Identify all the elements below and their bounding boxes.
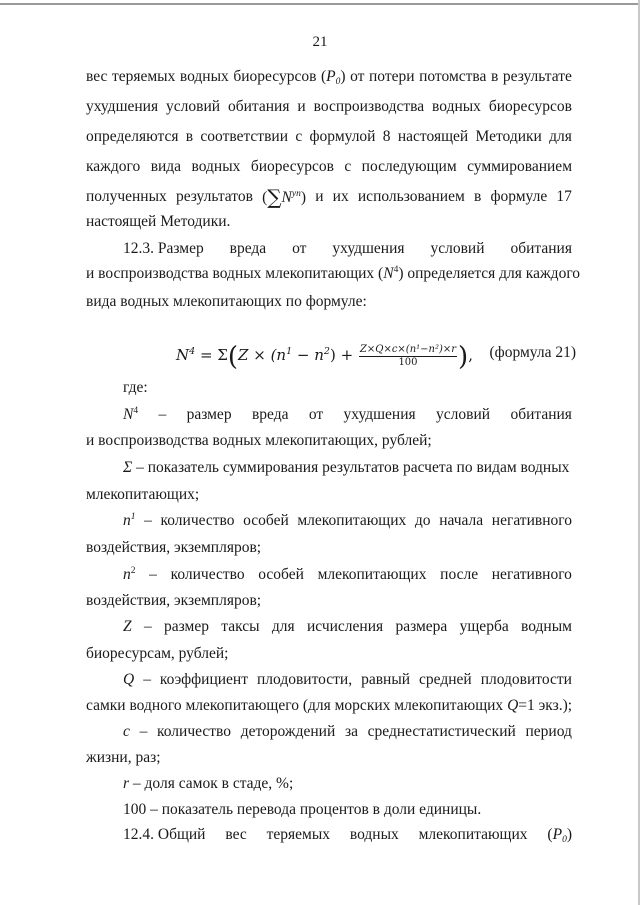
text-line-26: 100 – показатель перевода процентов в доли единицы. <box>123 801 482 818</box>
text-line-13: Σ – показатель суммирования результатов расчета по видам водных <box>123 459 570 476</box>
word: условий <box>436 406 491 423</box>
word: с <box>295 128 303 145</box>
formula-comma: , <box>468 346 473 364</box>
word: за <box>344 723 358 740</box>
text-line-25: r – доля самок в стаде, %; <box>123 775 294 792</box>
word: млекопитающих <box>418 826 528 843</box>
word: в <box>473 188 482 205</box>
word: ухудшения <box>86 98 159 115</box>
word: $(\sum N^{уп})$ <box>262 185 307 209</box>
word: млекопитающих <box>297 512 407 529</box>
formula-lhs-sup: 4 <box>189 346 196 357</box>
word: – <box>158 406 167 423</box>
word: настоящей <box>397 128 469 145</box>
word: ущерба <box>459 618 509 635</box>
word: вида <box>150 158 182 175</box>
word: теряемых <box>111 68 176 85</box>
word: – <box>144 512 152 529</box>
word: размер <box>186 406 232 423</box>
word: от <box>350 68 365 85</box>
text-line-24: жизни, раз; <box>86 749 161 766</box>
word: воспроизводства <box>313 98 425 115</box>
text-line-27 <box>123 825 572 845</box>
formula-term-sup2: 2 <box>323 346 330 357</box>
word: – <box>139 723 148 740</box>
word: результате <box>502 68 572 85</box>
word: Q <box>123 671 135 688</box>
text-line-10: где: <box>123 379 148 396</box>
text-line-20: биоресурсам, рублей; <box>86 645 229 662</box>
text-line-7 <box>123 239 572 259</box>
word: после <box>440 566 479 583</box>
word: деторождений <box>240 723 336 740</box>
word: размера <box>395 618 448 635</box>
fraction-numerator: Z×Q×c×(n¹−n²)×r <box>359 343 457 355</box>
word: период <box>525 723 572 740</box>
word: водным <box>521 618 572 635</box>
text-line-23 <box>123 722 572 742</box>
word: начала <box>439 512 484 529</box>
formula-term: Z × (n <box>238 346 287 364</box>
text-line-5 <box>86 187 572 207</box>
text-line-22: самки водного млекопитающего (для морских млекопитающих Q=1 экз.); <box>86 697 573 714</box>
word: каждого <box>86 158 141 175</box>
formula-label: (формула 21) <box>489 344 576 361</box>
formula-expression <box>176 342 473 372</box>
word: негативного <box>491 566 572 583</box>
word: их <box>332 188 349 205</box>
word: негативного <box>491 512 572 529</box>
word: в <box>185 128 194 145</box>
word: размер <box>164 618 209 635</box>
word: от <box>308 406 324 423</box>
word: условий <box>430 240 485 257</box>
word: вреда <box>229 240 267 257</box>
word: млекопитающих <box>317 566 427 583</box>
word: суммированием <box>467 158 572 175</box>
word: для <box>271 618 295 635</box>
word: формуле <box>490 188 548 205</box>
formula-term-end: ) + <box>329 346 358 364</box>
text-line-18: воздействия, экземпляров; <box>86 592 262 609</box>
word: $n^1$ <box>123 512 136 529</box>
text-line-17 <box>123 565 572 585</box>
word: теряемых <box>266 826 330 843</box>
fraction-denominator: 100 <box>398 356 418 368</box>
word: полученных <box>86 188 167 205</box>
word: $N^4$ <box>123 406 139 423</box>
word: последующим <box>361 158 457 175</box>
word: биоресурсов <box>488 98 572 115</box>
word: водных <box>349 826 399 843</box>
word: обитания <box>510 240 572 257</box>
word: обитания <box>227 98 290 115</box>
text-line-11 <box>123 405 572 425</box>
word: и <box>315 188 324 205</box>
text-line-14: млекопитающих; <box>86 486 200 503</box>
word: – <box>149 566 157 583</box>
word: $(P_0)$ <box>320 68 346 87</box>
word: 12.3. Размер <box>123 240 204 257</box>
text-line-8: и воспроизводства водных млекопитающих $(N^4)$ определяется для каждого <box>86 265 581 282</box>
page-number: 21 <box>312 34 328 50</box>
text-line-16: воздействия, экземпляров; <box>86 539 262 556</box>
formula-term-sup1: 1 <box>286 346 293 357</box>
text-line-21 <box>123 670 572 690</box>
word: исчисления <box>306 618 384 635</box>
word: плодовитости <box>480 671 572 688</box>
word: в <box>490 68 499 85</box>
word: среднестатистический <box>367 723 516 740</box>
word: $(P_0)$ <box>547 826 572 845</box>
word: Z <box>123 618 132 635</box>
word: обитания <box>510 406 572 423</box>
text-line-9: вида водных млекопитающих по формуле: <box>86 293 367 310</box>
word: c <box>123 723 130 740</box>
word: от <box>292 240 307 257</box>
word: с <box>344 158 352 175</box>
word: водных <box>432 98 481 115</box>
word: соответствии <box>200 128 288 145</box>
word: ухудшения <box>343 406 416 423</box>
text-line-15 <box>123 511 572 531</box>
word: 8 <box>382 128 391 145</box>
word: результатов <box>175 188 253 205</box>
word: $n^2$ <box>123 566 136 583</box>
word: потомства <box>419 68 487 85</box>
word: плодовитости, <box>256 671 353 688</box>
text-line-1 <box>86 67 572 87</box>
word: условий <box>166 98 221 115</box>
word: определяются <box>86 128 179 145</box>
word: вес <box>225 826 247 843</box>
word: для <box>549 128 572 145</box>
word: количество <box>157 723 232 740</box>
text-line-19 <box>123 617 572 637</box>
formula-close-paren: ) <box>458 342 469 372</box>
text-line-6: настоящей Методики. <box>86 213 231 230</box>
word: – <box>143 671 151 688</box>
word: 12.4. Общий <box>123 826 206 843</box>
word: и <box>297 98 306 115</box>
word: вреда <box>251 406 289 423</box>
text-line-2 <box>86 97 572 117</box>
word: таксы <box>221 618 260 635</box>
word: средней <box>419 671 472 688</box>
word: коэффициент <box>159 671 248 688</box>
formula-fraction <box>359 344 457 369</box>
word: водных <box>191 158 241 175</box>
formula-lhs: N <box>176 346 190 364</box>
word: 17 <box>556 188 572 205</box>
word: особей <box>243 512 289 529</box>
word: особей <box>258 566 304 583</box>
word: биоресурсов <box>250 158 334 175</box>
text-line-4 <box>86 157 572 177</box>
word: водных <box>179 68 229 85</box>
word: потери <box>368 68 415 85</box>
word: биоресурсов <box>233 68 317 85</box>
word: использованием <box>357 188 465 205</box>
word: до <box>414 512 431 529</box>
word: ухудшения <box>332 240 405 257</box>
formula-open-paren: ( <box>227 342 239 372</box>
word: равный <box>361 671 411 688</box>
word: количество <box>170 566 245 583</box>
formula-sum-sign: = Σ <box>195 346 228 364</box>
word: Методики <box>475 128 542 145</box>
top-scan-rule <box>0 3 640 5</box>
formula-21 <box>176 336 576 370</box>
text-line-3 <box>86 127 572 147</box>
word: – <box>143 618 152 635</box>
word: вес <box>86 68 108 85</box>
text-line-12: и воспроизводства водных млекопитающих, рублей; <box>86 432 432 449</box>
word: количество <box>160 512 235 529</box>
word: формулой <box>309 128 376 145</box>
formula-term-mid: − n <box>292 346 324 364</box>
